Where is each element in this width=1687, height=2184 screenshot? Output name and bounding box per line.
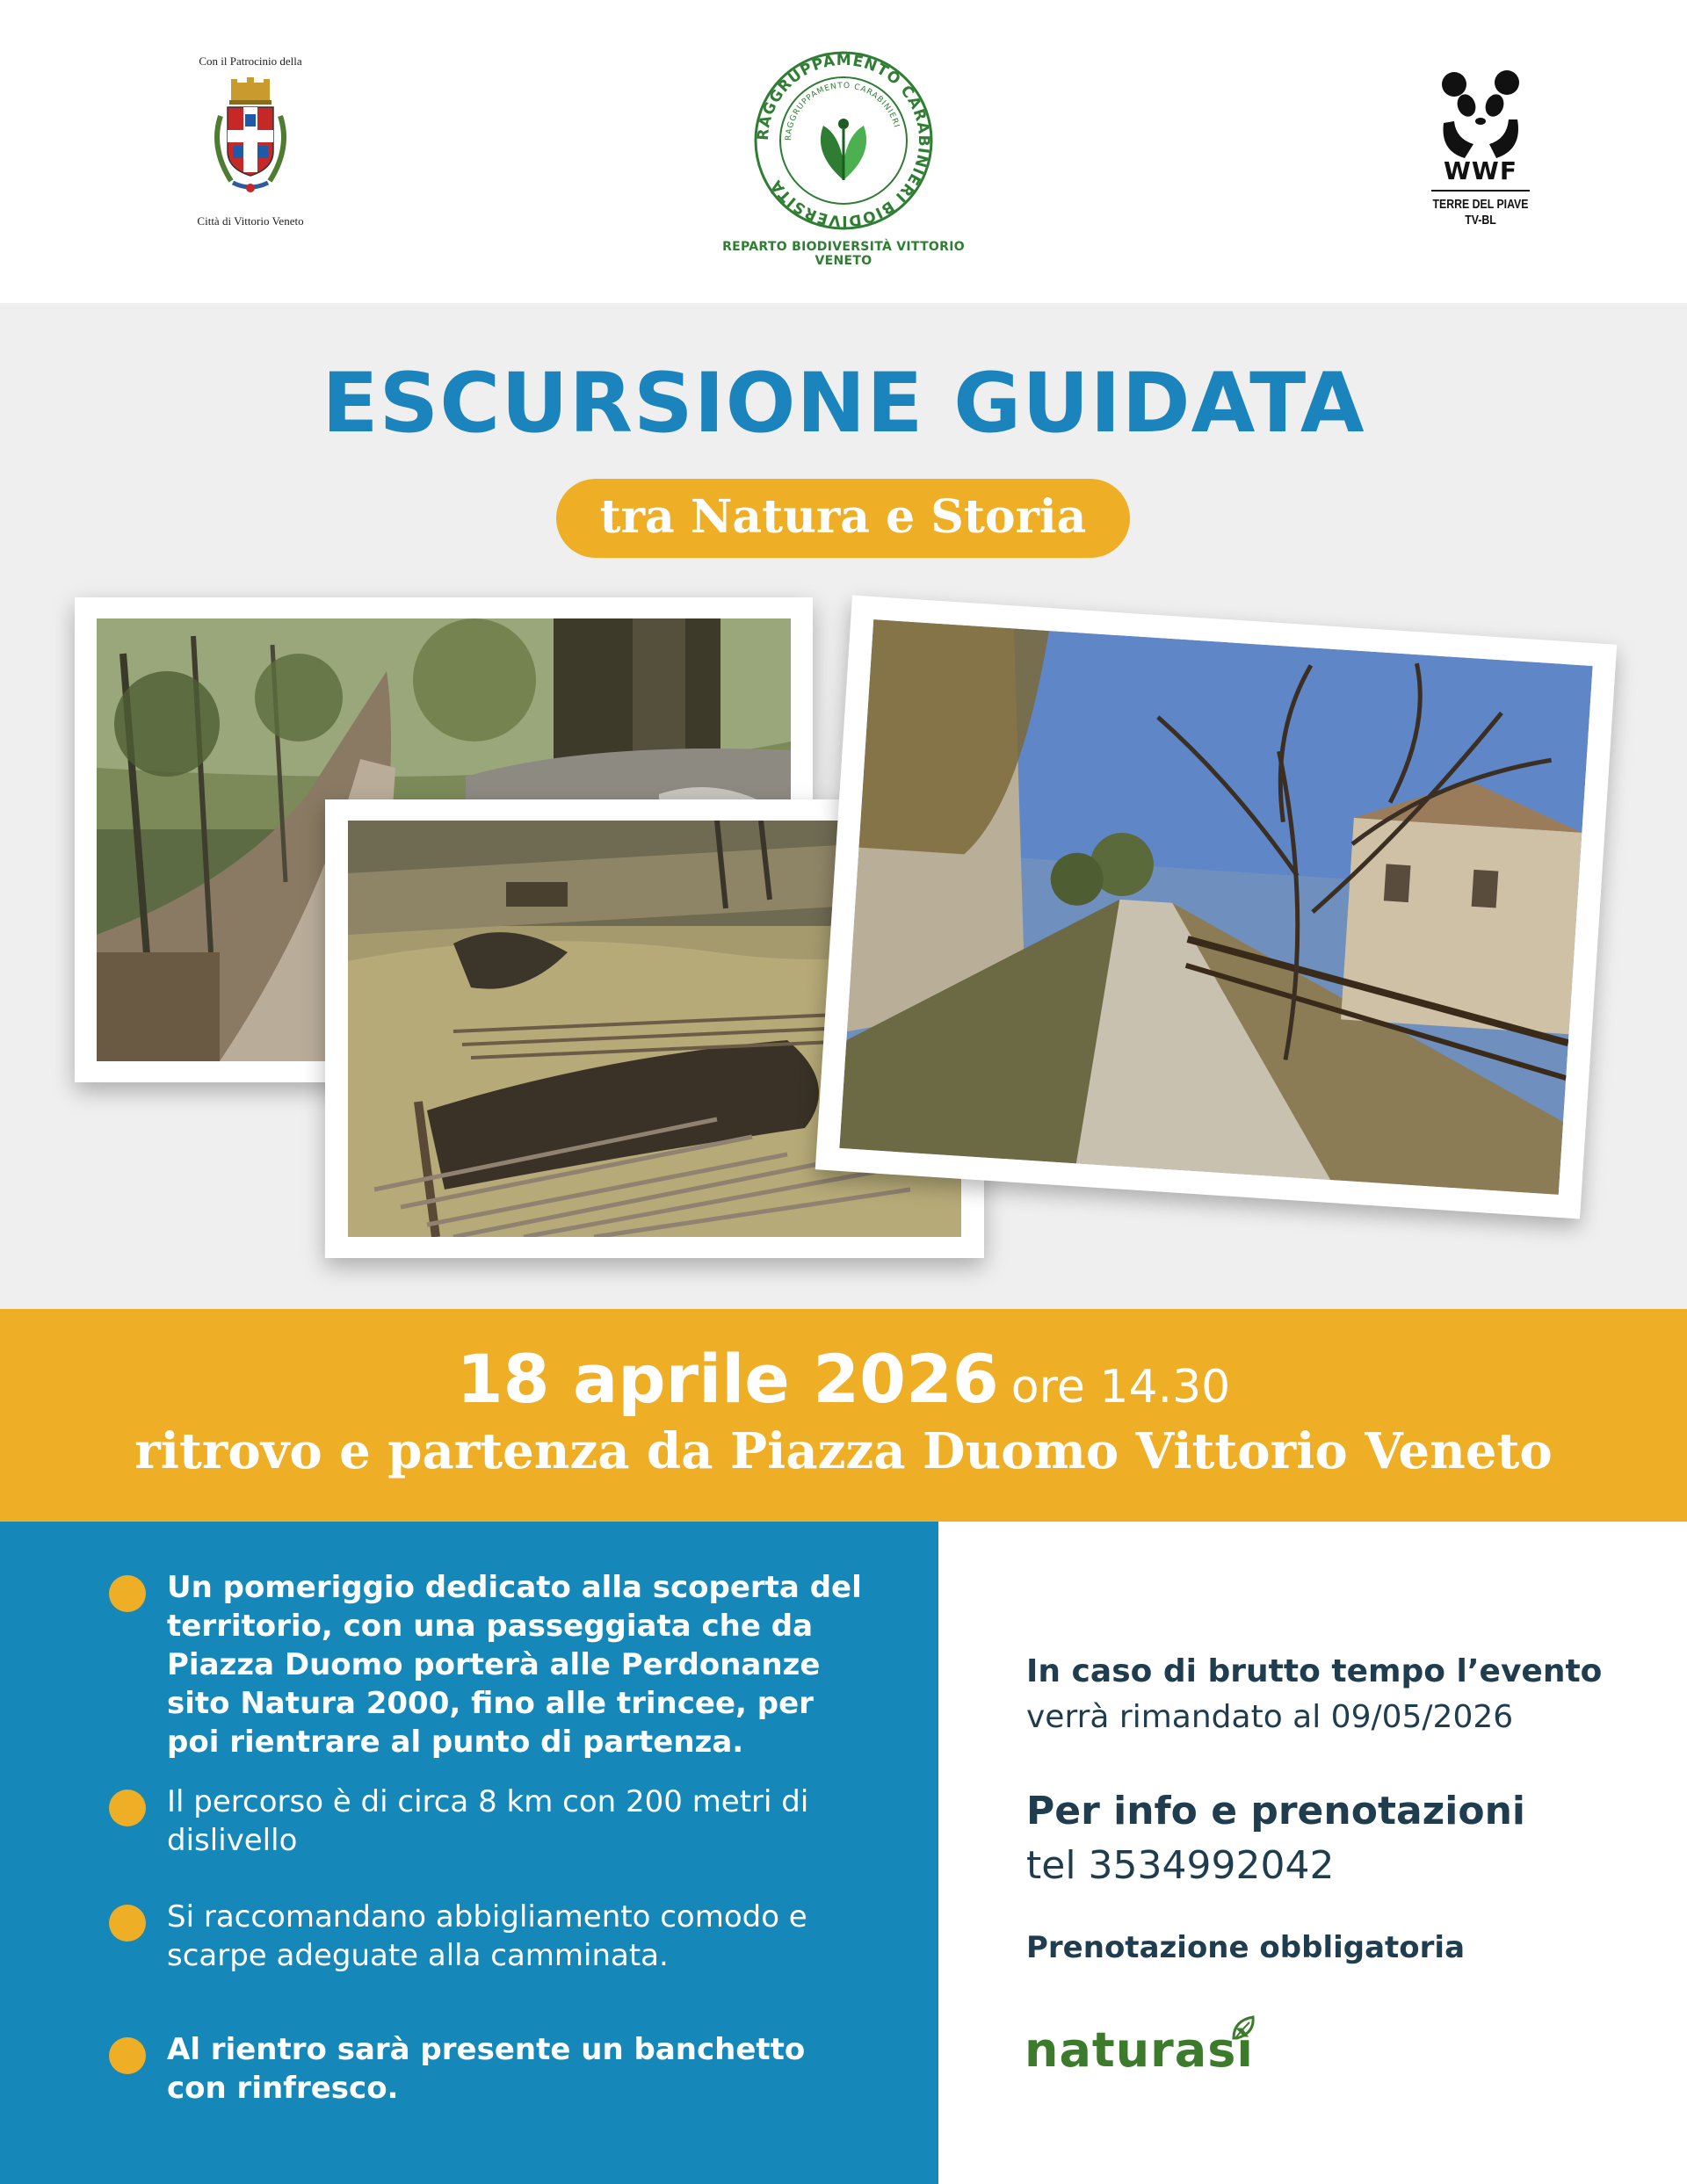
carabinieri-logo (694, 48, 993, 268)
bullet-text: Un pomeriggio dedicato alla scoperta del territorio, con una passeggiata che da Piazza Duomo porterà alle Perdonanze sito Natura 2000, fino alle trincee, per poi rientrare al punto di partenza. (167, 1570, 862, 1760)
carabinieri-inner-ring-text: RAGGRUPPAMENTO CARABINIERI (784, 81, 901, 141)
page-title: ESCURSIONE GUIDATA (322, 356, 1365, 452)
bullet-text: Il percorso è di circa 8 km con 200 metri di dislivello (167, 1784, 809, 1858)
naturasi-sponsor-logo (1025, 2012, 1271, 2091)
booking-required-note: Prenotazione obbligatoria (1026, 1930, 1466, 1965)
wwf-label: WWF (1444, 156, 1517, 185)
wwf-logo (1410, 70, 1551, 264)
event-date: 18 aprile 2026 (456, 1340, 999, 1418)
weather-notice-title: In caso di brutto tempo l’evento (1026, 1653, 1603, 1689)
bullet-dot-icon (109, 1575, 146, 1612)
bullet-text: Al rientro sarà presente un banchetto con rinfresco. (167, 2032, 806, 2106)
weather-notice-date: verrà rimandato al 09/05/2026 (1026, 1699, 1514, 1735)
bullet-dot-icon (109, 1905, 146, 1942)
carabinieri-outer-ring-text: RAGGRUPPAMENTO CARABINIERI BIODIVERSITÀ (754, 51, 933, 230)
header-logos (0, 0, 1687, 303)
wwf-divider (1431, 190, 1530, 192)
carabinieri-biodiversity-emblem-icon (751, 48, 936, 233)
bullet-text: Si raccomandano abbigliamento comodo e scarpe adeguate alla camminata. (167, 1899, 807, 1973)
contact-phone: tel 3534992042 (1026, 1843, 1335, 1888)
contact-heading: Per info e prenotazioni (1026, 1789, 1526, 1833)
panda-icon (1438, 70, 1523, 158)
event-meeting-point: ritrovo e partenza da Piazza Duomo Vittorio Veneto (134, 1422, 1553, 1480)
wwf-section-name: TERRE DEL PIAVE (1432, 197, 1529, 212)
bullet-dot-icon (109, 1790, 146, 1826)
country-road-image (839, 619, 1592, 1195)
bullet-dot-icon (109, 2037, 146, 2074)
comune-city-label: Città di Vittorio Veneto (197, 214, 304, 228)
comune-logo (176, 54, 325, 265)
sponsor-name: naturasì (1025, 2022, 1254, 2078)
leaf-sprout-icon (1228, 2012, 1260, 2043)
subtitle-badge: tra Natura e Storia (556, 479, 1130, 558)
event-time: ore 14.30 (1010, 1361, 1231, 1414)
wwf-section-area: TV-BL (1465, 213, 1496, 228)
comune-patronage-label: Con il Patrocinio della (199, 54, 302, 68)
photo-country-road (815, 596, 1617, 1219)
coat-of-arms-icon (198, 77, 303, 209)
carabinieri-caption: REPARTO BIODIVERSITÀ VITTORIO VENETO (722, 240, 965, 268)
